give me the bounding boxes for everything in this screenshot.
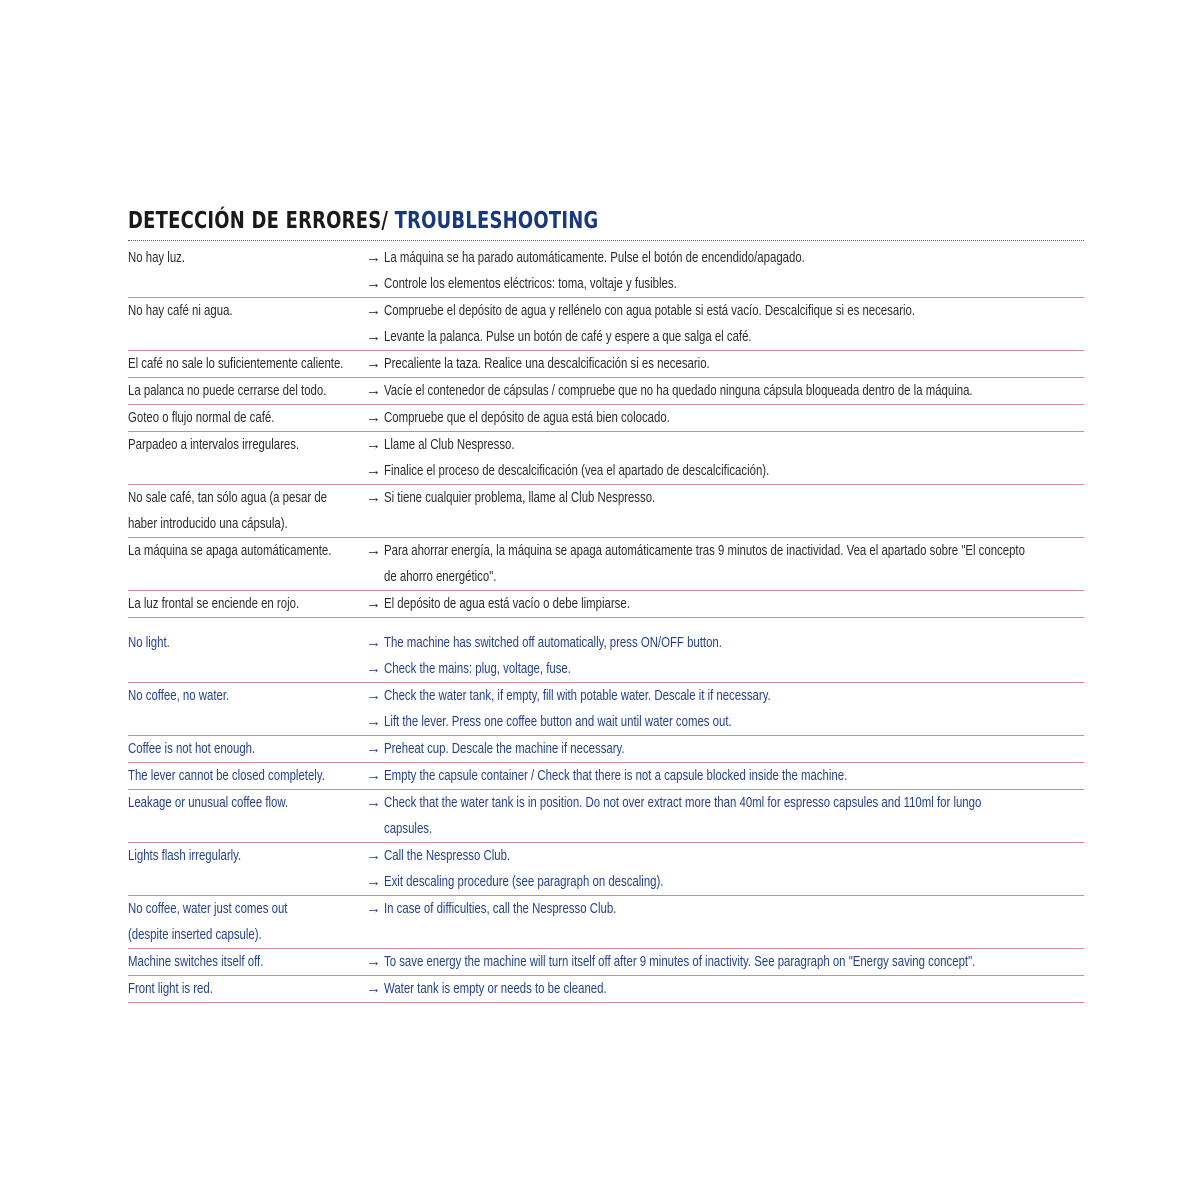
solution-item bbox=[366, 405, 1084, 431]
problem-cell bbox=[128, 538, 366, 590]
solution-line: The machine has switched off automatically, press ON/OFF button. bbox=[384, 634, 722, 651]
table-row bbox=[128, 683, 1084, 736]
solution-line: capsules. bbox=[384, 820, 433, 837]
solutions-cell bbox=[366, 432, 1084, 484]
solution-text bbox=[384, 736, 701, 762]
table-row bbox=[128, 976, 1084, 1003]
problem-text: Leakage or unusual coffee flow. bbox=[128, 794, 289, 811]
solution-line: Preheat cup. Descale the machine if necessary. bbox=[384, 740, 625, 757]
table-row bbox=[128, 591, 1084, 618]
problem-text: La luz frontal se enciende en rojo. bbox=[128, 595, 300, 612]
arrow-icon: → bbox=[366, 794, 381, 811]
table-row bbox=[128, 245, 1084, 298]
arrow-icon: → bbox=[366, 687, 381, 704]
problem-text: No coffee, water just comes out bbox=[128, 900, 288, 917]
solutions-cell bbox=[366, 630, 1084, 682]
arrow-icon: → bbox=[366, 634, 381, 651]
table-row bbox=[128, 763, 1084, 790]
solutions-cell bbox=[366, 591, 1084, 617]
solution-line: Check that the water tank is in position. Do not over extract more than 40ml for espresso capsules and 110ml for lungo bbox=[384, 794, 982, 811]
solutions-cell bbox=[366, 538, 1200, 590]
solution-line: Lift the lever. Press one coffee button and wait until water comes out. bbox=[384, 713, 732, 730]
arrow-icon: → bbox=[366, 462, 381, 479]
problem-cell bbox=[128, 736, 366, 762]
solution-text bbox=[384, 763, 994, 789]
solution-line: La máquina se ha parado automáticamente. Pulse el botón de encendido/apagado. bbox=[384, 249, 805, 266]
solution-text bbox=[384, 485, 741, 511]
solution-item bbox=[366, 458, 1084, 484]
solution-text bbox=[384, 298, 1083, 324]
english-troubleshooting-table bbox=[128, 630, 1084, 1003]
solution-text bbox=[384, 538, 1200, 590]
solution-line: de ahorro energético". bbox=[384, 568, 497, 585]
solution-line: Check the water tank, if empty, fill with potable water. Descale it if necessary. bbox=[384, 687, 771, 704]
solution-text bbox=[384, 790, 1170, 842]
problem-text: No hay café ni agua. bbox=[128, 302, 233, 319]
problem-text: Front light is red. bbox=[128, 980, 213, 997]
problem-cell bbox=[128, 485, 366, 537]
solutions-cell bbox=[366, 683, 1084, 735]
solution-text bbox=[384, 656, 630, 682]
problem-text: No coffee, no water. bbox=[128, 687, 230, 704]
title-divider bbox=[128, 240, 1084, 241]
page-title bbox=[128, 206, 874, 236]
solution-text bbox=[384, 630, 829, 656]
solutions-cell bbox=[366, 736, 1084, 762]
solution-line: Exit descaling procedure (see paragraph on descaling). bbox=[384, 873, 664, 890]
problem-text: Lights flash irregularly. bbox=[128, 847, 242, 864]
solution-line: Si tiene cualquier problema, llame al Club Nespresso. bbox=[384, 489, 656, 506]
solution-line: Water tank is empty or needs to be cleaned. bbox=[384, 980, 607, 997]
problem-text: Parpadeo a intervalos irregulares. bbox=[128, 436, 300, 453]
problem-cell bbox=[128, 630, 366, 682]
solution-text bbox=[384, 271, 769, 297]
solution-text bbox=[384, 591, 708, 617]
problem-text: No sale café, tan sólo agua (a pesar de bbox=[128, 489, 328, 506]
arrow-icon: → bbox=[366, 980, 381, 997]
solution-text bbox=[384, 432, 556, 458]
solutions-cell bbox=[366, 405, 1084, 431]
solution-text bbox=[384, 949, 1162, 975]
solutions-cell bbox=[366, 763, 1084, 789]
solution-text bbox=[384, 324, 868, 350]
solution-line: El depósito de agua está vacío o debe limpiarse. bbox=[384, 595, 630, 612]
problem-text: (despite inserted capsule). bbox=[128, 926, 262, 943]
problem-cell bbox=[128, 843, 366, 895]
solution-line: Llame al Club Nespresso. bbox=[384, 436, 515, 453]
solution-line: Compruebe que el depósito de agua está bien colocado. bbox=[384, 409, 670, 426]
arrow-icon: → bbox=[366, 302, 381, 319]
arrow-icon: → bbox=[366, 595, 381, 612]
solution-item bbox=[366, 790, 1170, 842]
solution-item bbox=[366, 949, 1162, 975]
arrow-icon: → bbox=[366, 275, 381, 292]
solution-item bbox=[366, 683, 1084, 709]
arrow-icon: → bbox=[366, 740, 381, 757]
problem-text: The lever cannot be closed completely. bbox=[128, 767, 325, 784]
table-row bbox=[128, 298, 1084, 351]
arrow-icon: → bbox=[366, 847, 381, 864]
arrow-icon: → bbox=[366, 953, 381, 970]
solution-line: Levante la palanca. Pulse un botón de café y espere a que salga el café. bbox=[384, 328, 752, 345]
solutions-cell bbox=[366, 790, 1170, 842]
solution-item bbox=[366, 630, 1084, 656]
solution-item bbox=[366, 245, 1084, 271]
title-spanish: DETECCIÓN DE ERRORES/ bbox=[128, 208, 395, 234]
solutions-cell bbox=[366, 949, 1162, 975]
solution-line: In case of difficulties, call the Nespresso Club. bbox=[384, 900, 617, 917]
problem-cell bbox=[128, 896, 366, 948]
table-row bbox=[128, 843, 1084, 896]
solution-line: Check the mains: plug, voltage, fuse. bbox=[384, 660, 571, 677]
solution-text bbox=[384, 896, 690, 922]
solutions-cell bbox=[366, 378, 1158, 404]
solution-item bbox=[366, 976, 1084, 1002]
problem-text: haber introducido una cápsula). bbox=[128, 515, 288, 532]
solutions-cell bbox=[366, 896, 1084, 948]
table-row bbox=[128, 378, 1084, 405]
solution-line: Finalice el proceso de descalcificación (vea el apartado de descalcificación). bbox=[384, 462, 770, 479]
solution-text bbox=[384, 245, 938, 271]
solution-text bbox=[384, 709, 842, 735]
problem-cell bbox=[128, 432, 366, 484]
solution-item bbox=[366, 656, 1084, 682]
solutions-cell bbox=[366, 976, 1084, 1002]
solution-item bbox=[366, 432, 1084, 458]
solution-line: Call the Nespresso Club. bbox=[384, 847, 511, 864]
solution-line: Empty the capsule container / Check that there is not a capsule blocked inside the machine. bbox=[384, 767, 848, 784]
solution-item bbox=[366, 324, 1084, 350]
table-row bbox=[128, 432, 1084, 485]
problem-cell bbox=[128, 790, 366, 842]
spanish-troubleshooting-table bbox=[128, 245, 1084, 618]
table-row bbox=[128, 351, 1084, 378]
arrow-icon: → bbox=[366, 436, 381, 453]
problem-cell bbox=[128, 351, 366, 377]
solutions-cell bbox=[366, 351, 1084, 377]
solution-item bbox=[366, 843, 1084, 869]
solution-text bbox=[384, 351, 813, 377]
solution-line: Vacíe el contenedor de cápsulas / compruebe que no ha quedado ninguna cápsula bloqueada dentro de la máquina. bbox=[384, 382, 973, 399]
solution-text bbox=[384, 843, 550, 869]
arrow-icon: → bbox=[366, 249, 381, 266]
problem-text: No hay luz. bbox=[128, 249, 186, 266]
problem-text: La máquina se apaga automáticamente. bbox=[128, 542, 332, 559]
solution-line: Compruebe el depósito de agua y rellénelo con agua potable si está vacío. Descalcifique si es necesario. bbox=[384, 302, 916, 319]
solution-text bbox=[384, 869, 752, 895]
solution-item bbox=[366, 538, 1200, 590]
solution-item bbox=[366, 271, 1084, 297]
solution-item bbox=[366, 591, 1084, 617]
arrow-icon: → bbox=[366, 409, 381, 426]
solution-line: To save energy the machine will turn itself off after 9 minutes of inactivity. See paragraph on "Energy saving concept". bbox=[384, 953, 976, 970]
problem-text: Goteo o flujo normal de café. bbox=[128, 409, 275, 426]
solution-text bbox=[384, 405, 760, 431]
title-english: TROUBLESHOOTING bbox=[394, 208, 599, 234]
solution-item bbox=[366, 869, 1084, 895]
problem-cell bbox=[128, 378, 366, 404]
solution-text bbox=[384, 458, 891, 484]
solution-item bbox=[366, 298, 1084, 324]
table-row bbox=[128, 790, 1084, 843]
arrow-icon: → bbox=[366, 542, 381, 559]
arrow-icon: → bbox=[366, 713, 381, 730]
problem-cell bbox=[128, 949, 366, 975]
table-row bbox=[128, 538, 1084, 591]
solution-item bbox=[366, 896, 1084, 922]
solution-text bbox=[384, 378, 1158, 404]
problem-text: Coffee is not hot enough. bbox=[128, 740, 256, 757]
arrow-icon: → bbox=[366, 355, 381, 372]
arrow-icon: → bbox=[366, 382, 381, 399]
solution-item bbox=[366, 351, 1084, 377]
solutions-cell bbox=[366, 485, 1084, 537]
problem-text: El café no sale lo suficientemente caliente. bbox=[128, 355, 344, 372]
solution-line: Para ahorrar energía, la máquina se apaga automáticamente tras 9 minutos de inactividad. Vea el apartado sobre "El concepto bbox=[384, 542, 1025, 559]
problem-text: No light. bbox=[128, 634, 170, 651]
solution-line: Precaliente la taza. Realice una descalcificación si es necesario. bbox=[384, 355, 710, 372]
problem-text: La palanca no puede cerrarse del todo. bbox=[128, 382, 327, 399]
problem-cell bbox=[128, 298, 366, 350]
problem-cell bbox=[128, 683, 366, 735]
problem-cell bbox=[128, 763, 366, 789]
table-row bbox=[128, 896, 1084, 949]
solution-item bbox=[366, 485, 1084, 511]
solutions-cell bbox=[366, 843, 1084, 895]
arrow-icon: → bbox=[366, 489, 381, 506]
solution-item bbox=[366, 709, 1084, 735]
solutions-cell bbox=[366, 245, 1084, 297]
problem-cell bbox=[128, 976, 366, 1002]
solution-line: Controle los elementos eléctricos: toma, voltaje y fusibles. bbox=[384, 275, 677, 292]
table-row bbox=[128, 949, 1084, 976]
arrow-icon: → bbox=[366, 328, 381, 345]
solution-item bbox=[366, 378, 1158, 404]
arrow-icon: → bbox=[366, 660, 381, 677]
solution-item bbox=[366, 763, 1084, 789]
solution-text bbox=[384, 683, 893, 709]
arrow-icon: → bbox=[366, 873, 381, 890]
solutions-cell bbox=[366, 298, 1084, 350]
table-row bbox=[128, 485, 1084, 538]
problem-cell bbox=[128, 405, 366, 431]
table-row bbox=[128, 736, 1084, 763]
solution-text bbox=[384, 976, 677, 1002]
table-row bbox=[128, 405, 1084, 432]
solution-item bbox=[366, 736, 1084, 762]
arrow-icon: → bbox=[366, 900, 381, 917]
troubleshooting-document bbox=[128, 206, 1084, 1003]
problem-cell bbox=[128, 591, 366, 617]
table-row bbox=[128, 630, 1084, 683]
arrow-icon: → bbox=[366, 767, 381, 784]
problem-cell bbox=[128, 245, 366, 297]
problem-text: Machine switches itself off. bbox=[128, 953, 264, 970]
